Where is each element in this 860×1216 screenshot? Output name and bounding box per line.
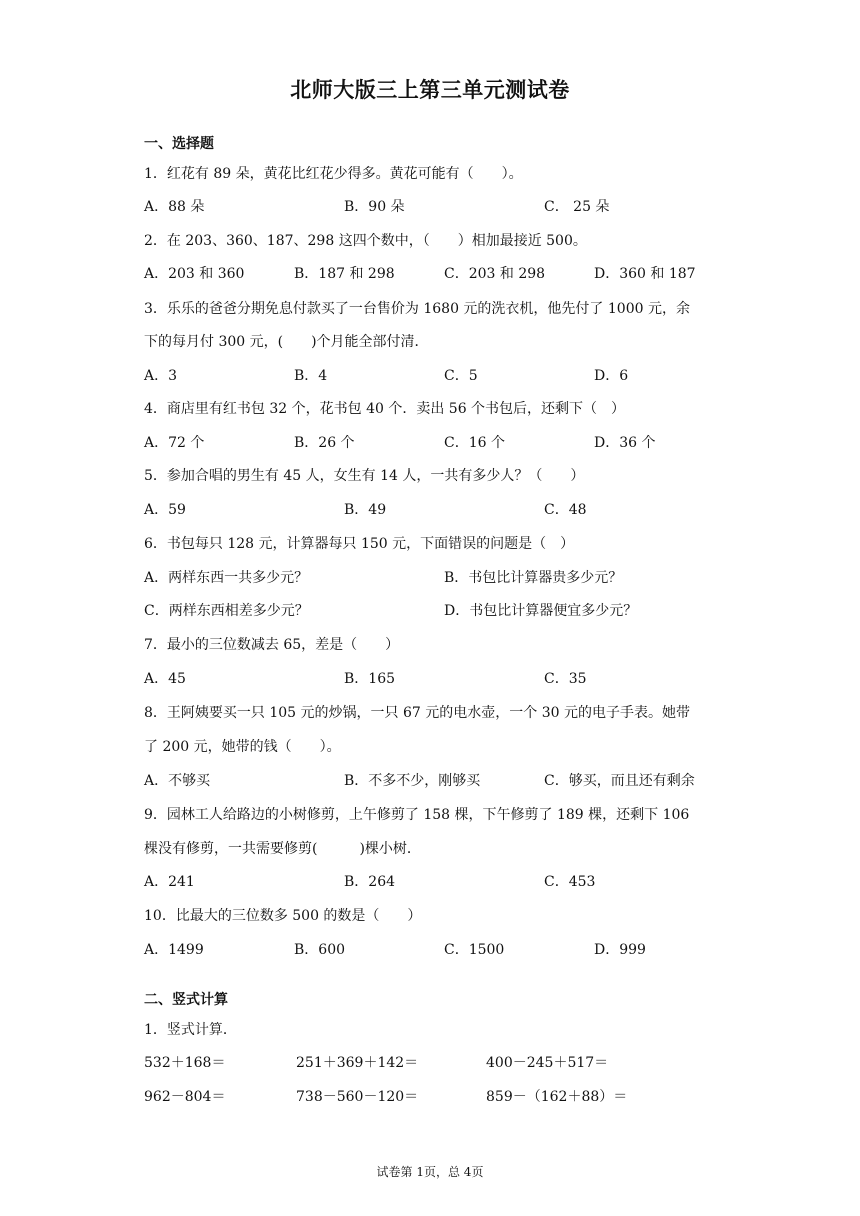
question-8-stem-line1: 8．王阿姨要买一只 105 元的炒锅，一只 67 元的电水壶，一个 30 元的电子手表。她带 [144, 705, 690, 721]
question-10-option-d: D．999 [594, 942, 646, 958]
page-title: 北师大版三上第三单元测试卷 [290, 78, 570, 102]
question-5-option-b: B．49 [344, 502, 387, 518]
calc-expression: 400－245＋517＝ [486, 1055, 609, 1071]
question-3-stem-line2: 下的每月付 300 元，( )个月能全部付清． [144, 334, 429, 350]
question-2-option-c: C．203 和 298 [444, 266, 546, 282]
question-1-option-a: A．88 朵 [144, 199, 205, 215]
question-4-stem: 4．商店里有红书包 32 个，花书包 40 个．卖出 56 个书包后，还剩下（ ） [144, 401, 626, 417]
question-8-option-b: B．不多不少，刚够买 [344, 773, 481, 789]
question-1-option-c: C． 25 朵 [544, 199, 610, 215]
question-9-option-b: B．264 [344, 874, 396, 890]
question-6-option-a: A．两样东西一共多少元？ [144, 570, 309, 586]
question-7-option-a: A．45 [144, 671, 186, 687]
question-2-option-d: D．360 和 187 [594, 266, 696, 282]
question-6-option-d: D．书包比计算器便宜多少元？ [444, 603, 638, 619]
calc-expression: 251＋369＋142＝ [296, 1055, 419, 1071]
question-8-stem-line2: 了 200 元，她带的钱（ ）。 [144, 739, 341, 755]
calc-expression: 962－804＝ [144, 1089, 226, 1105]
question-9-stem-line1: 9．园林工人给路边的小树修剪，上午修剪了 158 棵，下午修剪了 189 棵，还剩下 106 [144, 807, 690, 823]
question-1-option-b: B．90 朵 [344, 199, 405, 215]
question-3-option-c: C．5 [444, 368, 478, 384]
question-2-option-a: A．203 和 360 [144, 266, 245, 282]
question-9-option-c: C．453 [544, 874, 596, 890]
calc-question-1-stem: 1．竖式计算． [144, 1022, 237, 1038]
question-2-stem: 2．在 203、360、187、298 这四个数中，（ ）相加最接近 500。 [144, 233, 587, 249]
question-6-option-b: B．书包比计算器贵多少元？ [444, 570, 623, 586]
question-3-option-d: D．6 [594, 368, 629, 384]
question-7-stem: 7．最小的三位数减去 65，差是（ ） [144, 637, 400, 653]
question-9-option-a: A．241 [144, 874, 195, 890]
question-4-option-b: B．26 个 [294, 435, 355, 451]
question-10-option-a: A．1499 [144, 942, 204, 958]
question-3-stem-line1: 3．乐乐的爸爸分期免息付款买了一台售价为 1680 元的洗衣机，他先付了 1000 元，余 [144, 301, 690, 317]
question-5-option-a: A．59 [144, 502, 186, 518]
section-heading-choice: 一、选择题 [144, 136, 214, 152]
question-10-stem: 10．比最大的三位数多 500 的数是（ ） [144, 908, 422, 924]
calc-expression: 532＋168＝ [144, 1055, 226, 1071]
page-footer: 试卷第 1页，总 4页 [376, 1165, 484, 1179]
question-3-option-b: B．4 [294, 368, 328, 384]
question-7-option-c: C．35 [544, 671, 587, 687]
question-4-option-d: D．36 个 [594, 435, 656, 451]
calc-expression: 738－560－120＝ [296, 1089, 419, 1105]
question-9-stem-line2: 棵没有修剪，一共需要修剪( )棵小树． [144, 841, 421, 857]
question-5-stem: 5．参加合唱的男生有 45 人，女生有 14 人，一共有多少人？（ ） [144, 468, 585, 484]
question-10-option-b: B．600 [294, 942, 346, 958]
question-4-option-c: C．16 个 [444, 435, 505, 451]
question-1-stem: 1．红花有 89 朵，黄花比红花少得多。黄花可能有（ ）。 [144, 166, 523, 182]
question-2-option-b: B．187 和 298 [294, 266, 395, 282]
question-10-option-c: C．1500 [444, 942, 505, 958]
section-heading-vertical-calculation: 二、竖式计算 [144, 992, 228, 1008]
question-8-option-a: A．不够买 [144, 773, 211, 789]
question-8-option-c: C．够买，而且还有剩余 [544, 773, 695, 789]
question-7-option-b: B．165 [344, 671, 396, 687]
calc-expression: 859－（162＋88）＝ [486, 1089, 628, 1105]
question-6-option-c: C．两样东西相差多少元？ [144, 603, 309, 619]
question-4-option-a: A．72 个 [144, 435, 205, 451]
question-6-stem: 6．书包每只 128 元，计算器每只 150 元，下面错误的问题是（ ） [144, 536, 575, 552]
question-3-option-a: A．3 [144, 368, 178, 384]
question-5-option-c: C．48 [544, 502, 587, 518]
